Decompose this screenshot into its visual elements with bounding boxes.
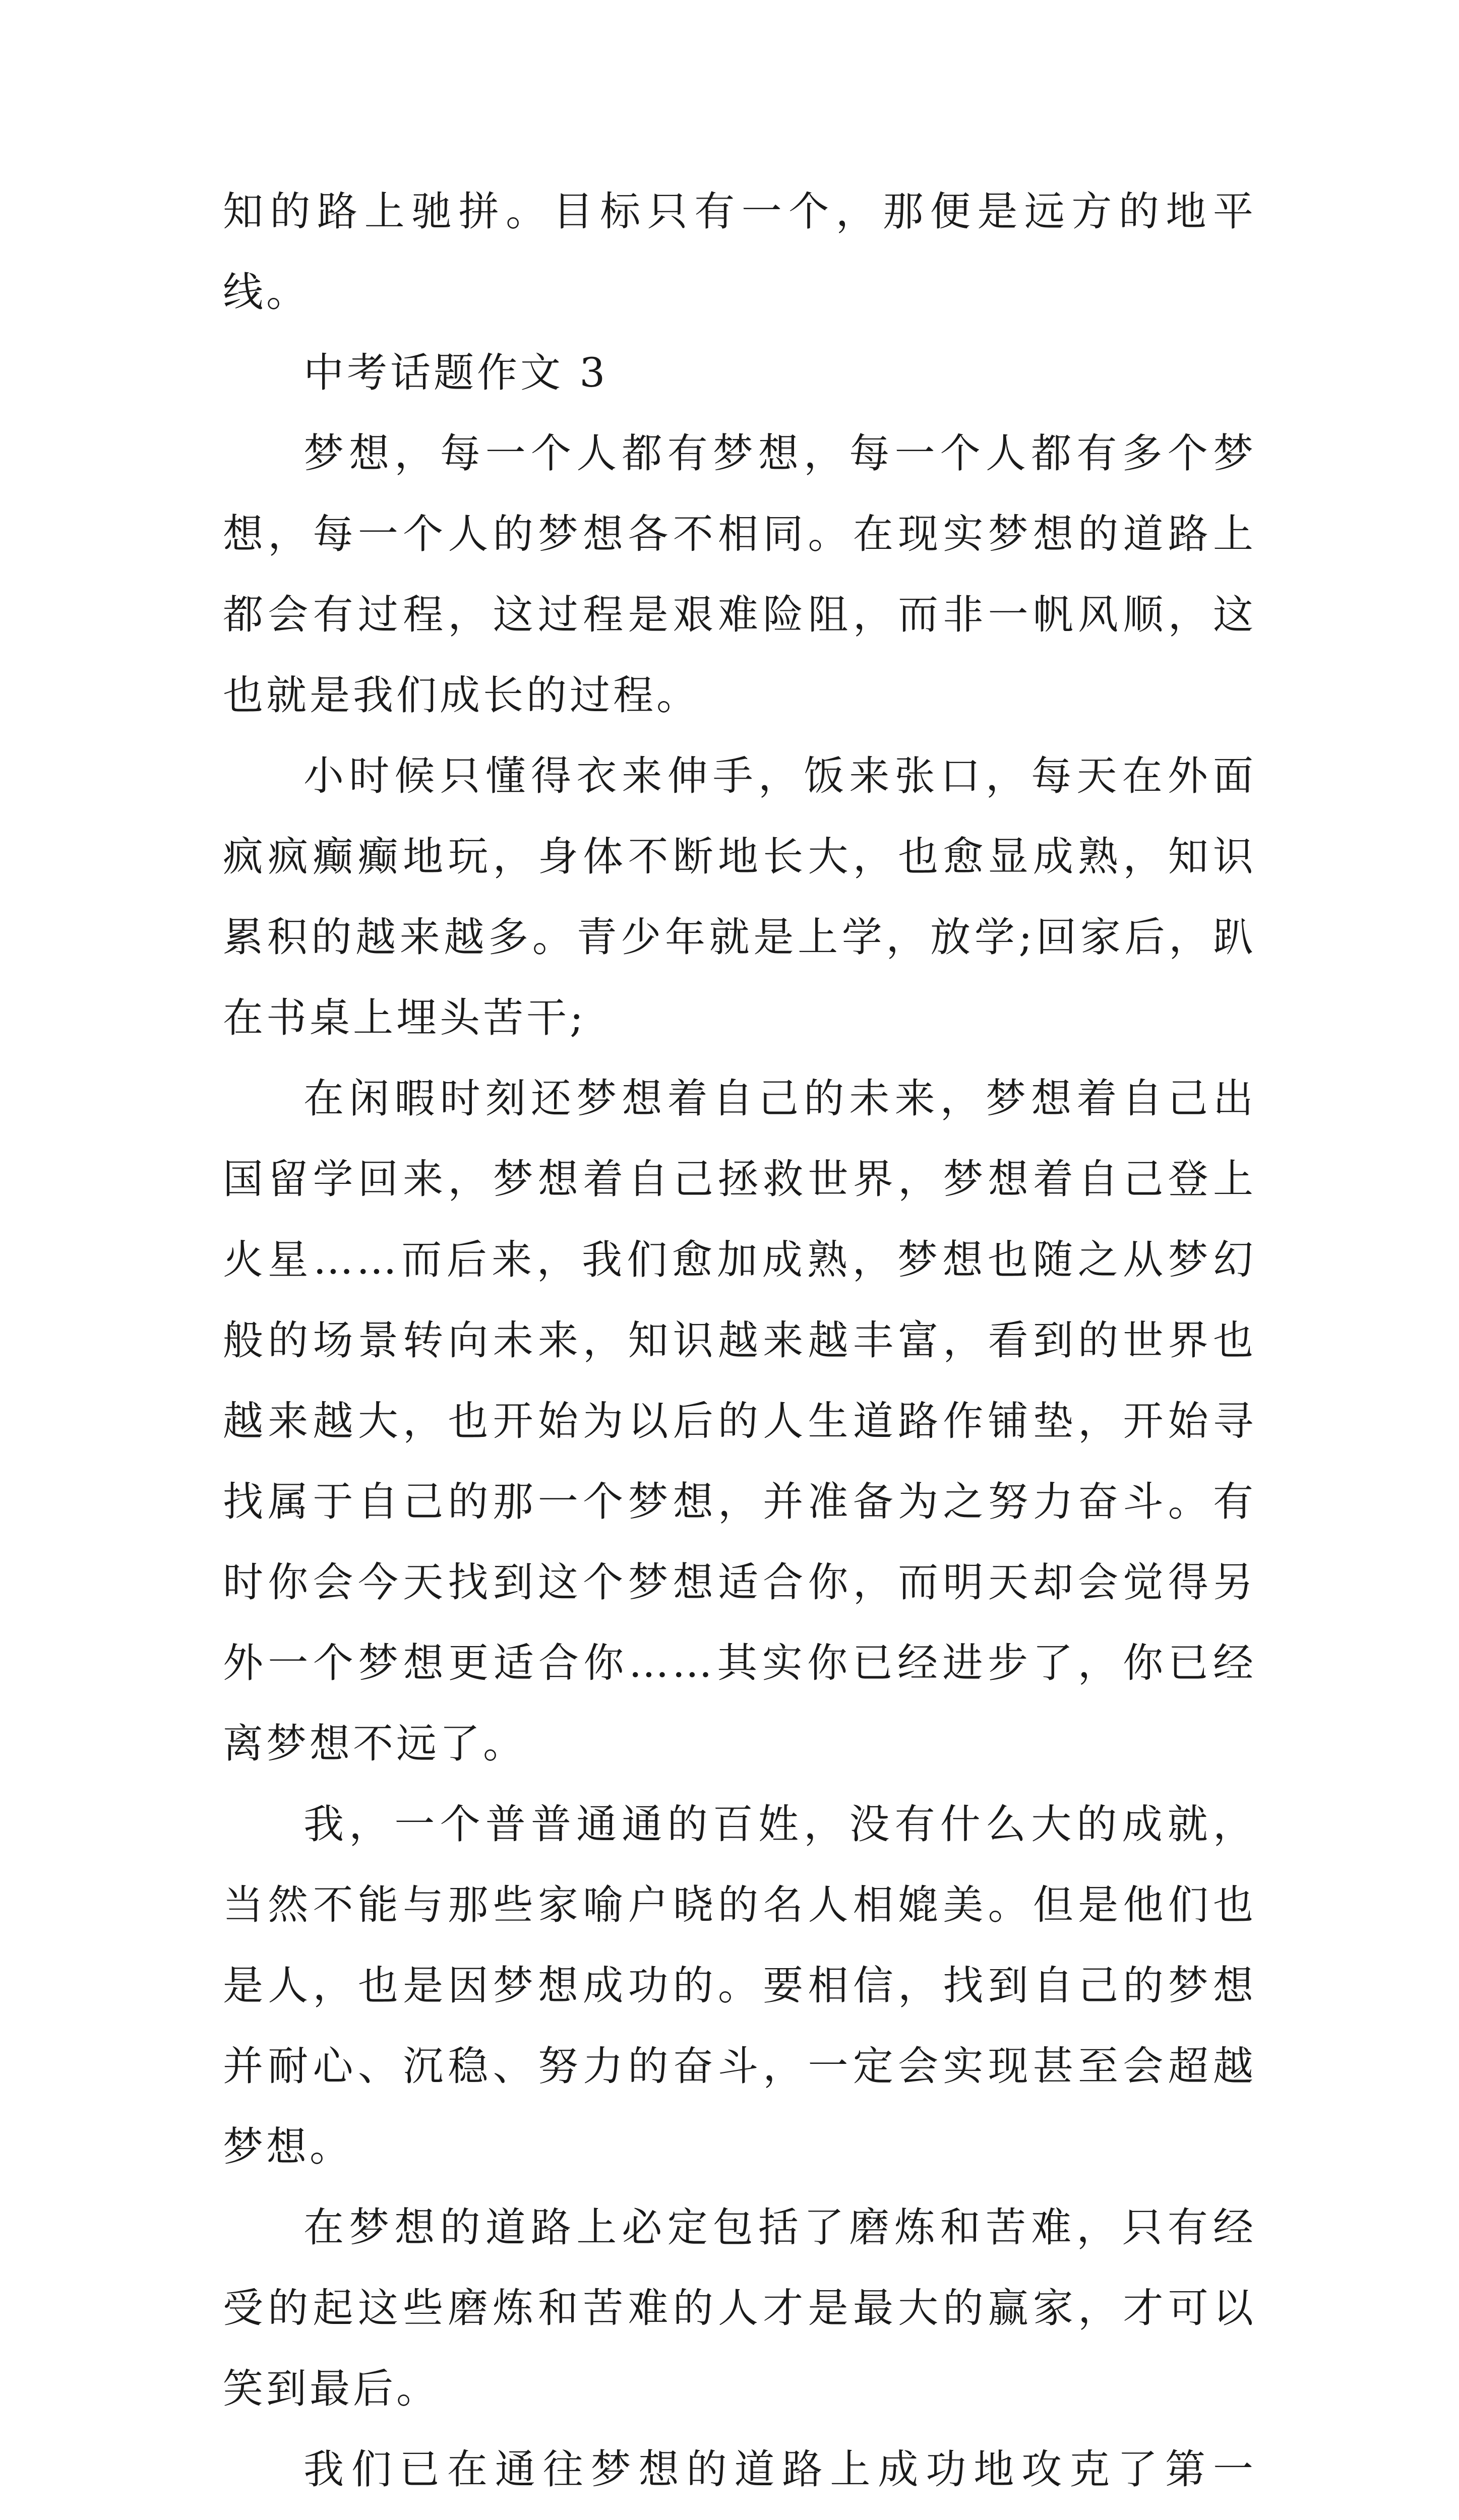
paragraph: 小时候只懂得衣来伸手，饭来张口，每天在外面疯疯癫癫地玩，身体不断地长大，也愈显成熟，知识累积的越来越多。青少年就是上学，放学;回家后，趴在书桌上埋头苦干; xyxy=(223,752,1256,1041)
paragraph: 梦想，每一个人都有梦想，每一个人都有多个梦想，每一个人的梦想各不相同。在现实梦想的道路上都会有过程，这过程是艰难险阻，而非一帆风顺，这也就是我们成长的过程。 xyxy=(223,430,1256,719)
paragraph: 我，一个普普通通的百姓，没有什么大的成就，当然不能与那些家喻户晓的名人相媲美。但是他们也是人，也是因梦想成功的。要相信，找到自己的梦想并耐心、沉稳、努力的奋斗，一定会实现甚至会超越梦想。 xyxy=(223,1801,1256,2170)
paragraph-continued: 知的路上驰拼。目标只有一个，那便是远方的地平线。 xyxy=(223,188,1256,316)
essay-heading: 中考话题作文 3 xyxy=(303,349,609,396)
essay-body xyxy=(223,171,1256,2520)
paragraph: 在梦想的道路上必定包括了磨炼和苦难，只有经受的起这些磨炼和苦难的人才是最大的赢家，才可以笑到最后。 xyxy=(223,2204,1256,2412)
paragraph: 我们已在通往梦想的道路上成功地攻克了第一 xyxy=(303,2446,1256,2493)
paragraph: 在闲暇时刻还梦想着自己的未来，梦想着自己出国留学回来，梦想着自己拯救世界，梦想着自己登上火星……而后来，我们愈加成熟，梦想也随之从梦幻般的场景转向未来，知识越来越丰富，看到的世界也越来越大，也开始为以后的人生道路作铺垫，开始寻找属于自己的那一个梦想，并准备为之努力奋斗。有时你会今天找到这个梦想适合你，而明天却会觉得另外一个梦想更适合你……其实你已经进步了，你已经离梦想不远了。 xyxy=(223,1075,1256,1767)
